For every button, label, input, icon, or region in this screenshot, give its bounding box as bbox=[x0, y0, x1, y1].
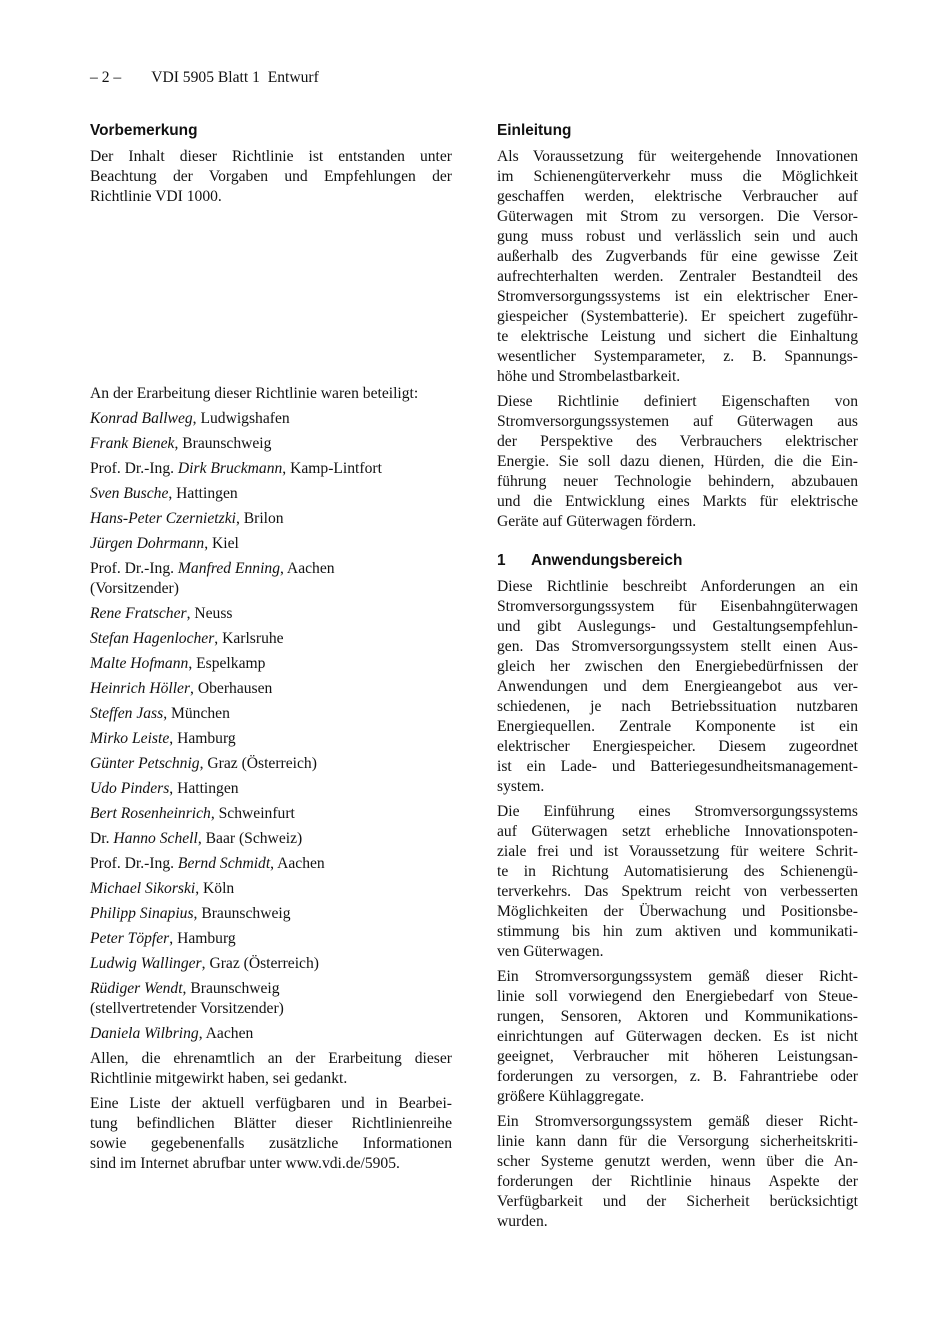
text-line: Anwendungen und dem Energieangebot aus ver- bbox=[497, 678, 858, 695]
text-line: aufrechterhalten werden. Zentraler Bestandteil des bbox=[497, 268, 858, 285]
contributor-location: , Ludwigshafen bbox=[192, 410, 290, 427]
text-line: größere Kühlaggregate. bbox=[497, 1088, 645, 1105]
contributor-entry bbox=[90, 559, 452, 599]
text-line: schiedenen, je nach Betriebssituation nutzbaren bbox=[497, 698, 858, 715]
contributor-title: Prof. Dr.-Ing. bbox=[90, 560, 178, 577]
text-line: gleich her zwischen den Energiebedürfnissen der bbox=[497, 658, 858, 675]
contributor-line bbox=[90, 854, 452, 874]
contributor-line bbox=[90, 459, 452, 479]
contributor-name: Hans-Peter Czernietzki bbox=[90, 510, 236, 527]
contributors-heading-text: An der Erarbeitung dieser Richtlinie waren beteiligt: bbox=[90, 385, 419, 402]
contributor-line bbox=[90, 754, 452, 774]
contributor-location: , Kamp-Lintfort bbox=[282, 460, 382, 477]
contributor-entry bbox=[90, 629, 452, 649]
contributor-line bbox=[90, 534, 452, 554]
text-line: linie soll vorwiegend den Energiebedarf von Steue- bbox=[497, 988, 858, 1005]
text-line: Diese Richtlinie definiert Eigenschaften von bbox=[497, 393, 858, 410]
spacer bbox=[90, 207, 452, 384]
text-line: ziale frei und ist Voraussetzung für weitere Schrit- bbox=[497, 843, 858, 860]
text-line: Energie. Sie soll dazu dienen, Hürden, die die Ein- bbox=[497, 453, 858, 470]
contributors-heading bbox=[90, 384, 452, 404]
contributor-location: , Karlsruhe bbox=[214, 630, 284, 647]
text-line: forderungen der Richtlinie hinaus Aspekte der bbox=[497, 1173, 858, 1190]
contributor-name: Michael Sikorski bbox=[90, 880, 196, 897]
text-line: Der Inhalt dieser Richtlinie ist entstanden unter bbox=[90, 148, 452, 165]
text-line: Energiequellen. Zentrale Komponente ist ein bbox=[497, 718, 858, 735]
contributor-location: , Hattingen bbox=[169, 780, 239, 797]
contributor-entry bbox=[90, 459, 452, 479]
contributor-location: , Hamburg bbox=[169, 730, 236, 747]
right-column bbox=[497, 121, 858, 1232]
contributor-location: , Schweinfurt bbox=[210, 805, 295, 822]
text-line: Verfügbarkeit und der Sicherheit berücksichtigt bbox=[497, 1193, 858, 1210]
text-line: stimmung bis hin zum aktiven und kommunikati- bbox=[497, 923, 858, 940]
text-line: sowie gegebenenfalls zusätzliche Informationen bbox=[90, 1135, 452, 1152]
contributor-name: Hanno Schell bbox=[113, 830, 198, 847]
text-line: rungen, Sensoren, Aktoren und Kommunikations- bbox=[497, 1008, 858, 1025]
contributor-role: (stellvertretender Vorsitzender) bbox=[90, 1000, 284, 1017]
contributor-location: , Hattingen bbox=[168, 485, 238, 502]
contributor-location: , Braunschweig bbox=[174, 435, 272, 452]
contributor-location: , Aachen bbox=[280, 560, 335, 577]
paragraph-anwendung-3 bbox=[497, 967, 858, 1107]
section-title: Anwendungsbereich bbox=[531, 552, 683, 569]
contributor-location: , Graz (Österreich) bbox=[199, 755, 317, 772]
contributor-name: Manfred Enning bbox=[177, 560, 280, 577]
text-line: Richtlinie VDI 1000. bbox=[90, 188, 222, 205]
text-line: im Schienengüterverkehr muss die Möglichkeit bbox=[497, 168, 858, 185]
contributor-location: , Köln bbox=[195, 880, 235, 897]
contributor-entry bbox=[90, 704, 452, 724]
contributor-name: Frank Bienek bbox=[90, 435, 175, 452]
contributor-line bbox=[90, 879, 452, 899]
text-line: geschaffen werden, elektrische Verbraucher auf bbox=[497, 188, 858, 205]
contributor-entry bbox=[90, 654, 452, 674]
contributor-entry bbox=[90, 779, 452, 799]
contributor-entry bbox=[90, 729, 452, 749]
contributor-line bbox=[90, 629, 452, 649]
text-line: Ein Stromversorgungssystem gemäß dieser Richt- bbox=[497, 968, 858, 985]
contributor-line bbox=[90, 409, 452, 429]
paragraph-anwendung-4 bbox=[497, 1112, 858, 1232]
contributor-line bbox=[90, 484, 452, 504]
heading-anwendungsbereich bbox=[497, 551, 858, 571]
contributor-line bbox=[90, 654, 452, 674]
text-line: Allen, die ehrenamtlich an der Erarbeitung dieser bbox=[90, 1050, 452, 1067]
contributor-entry bbox=[90, 484, 452, 504]
contributor-entry bbox=[90, 979, 452, 1019]
contributor-line bbox=[90, 804, 452, 824]
contributor-line bbox=[90, 954, 452, 974]
text-line: sind im Internet abrufbar unter www.vdi.de/5905. bbox=[90, 1155, 400, 1172]
text-line: Beachtung der Vorgaben und Empfehlungen der bbox=[90, 168, 452, 185]
page-number: – 2 – bbox=[90, 69, 122, 86]
contributor-line bbox=[90, 779, 452, 799]
text-line: einrichtungen auf Güterwagen decken. Es ist nicht bbox=[497, 1028, 858, 1045]
contributor-name: Dirk Bruckmann bbox=[177, 460, 283, 477]
contributor-entry bbox=[90, 754, 452, 774]
contributor-name: Steffen Jass bbox=[90, 705, 164, 722]
contributor-name: Jürgen Dohrmann bbox=[90, 535, 205, 552]
contributor-entry bbox=[90, 534, 452, 554]
text-line: Richtlinie mitgewirkt haben, sei gedankt. bbox=[90, 1070, 348, 1087]
text-line: tung befindlichen Blätter dieser Richtlinienreihe bbox=[90, 1115, 452, 1132]
text-line: gen. Das Stromversorgungssystem stellt einen Aus- bbox=[497, 638, 858, 655]
contributor-title: Prof. Dr.-Ing. bbox=[90, 460, 178, 477]
text-line: ven Güterwagen. bbox=[497, 943, 604, 960]
text-line: der Perspektive des Verbrauchers elektrischer bbox=[497, 433, 858, 450]
contributor-role: (Vorsitzender) bbox=[90, 580, 179, 597]
contributor-name: Mirko Leiste bbox=[90, 730, 170, 747]
page-header bbox=[90, 68, 319, 88]
text-line: Ein Stromversorgungssystem gemäß dieser Richt- bbox=[497, 1113, 858, 1130]
contributor-location: , Graz (Österreich) bbox=[201, 955, 319, 972]
text-line: ist ein Lade- und Batteriegesundheitsmanagement- bbox=[497, 758, 858, 775]
text-line: geeignet, Verbraucher mit höheren Leistungsan- bbox=[497, 1048, 858, 1065]
text-line: Stromversorgungssystem für Eisenbahngüterwagen bbox=[497, 598, 858, 615]
text-line: Die Einführung eines Stromversorgungssystems bbox=[497, 803, 858, 820]
contributor-location: , Hamburg bbox=[169, 930, 236, 947]
contributor-line bbox=[90, 434, 452, 454]
contributor-name: Ludwig Wallinger bbox=[90, 955, 202, 972]
text-line: giespeicher (Systembatterie). Er speichert zugeführ- bbox=[497, 308, 858, 325]
contributor-entry bbox=[90, 879, 452, 899]
text-line: terverkehrs. Das Spektrum reicht von verbesserten bbox=[497, 883, 858, 900]
contributor-line bbox=[90, 679, 452, 699]
contributor-name: Rene Fratscher bbox=[90, 605, 187, 622]
contributor-line bbox=[90, 704, 452, 724]
text-line: Stromversorgungssystemen auf Güterwagen aus bbox=[497, 413, 858, 430]
contributor-name: Stefan Hagenlocher bbox=[90, 630, 215, 647]
contributor-entry bbox=[90, 434, 452, 454]
contributor-line bbox=[90, 929, 452, 949]
paragraph-thanks bbox=[90, 1049, 452, 1089]
contributor-line bbox=[90, 509, 452, 529]
text-line: auf Güterwagen setzt erhebliche Innovationspoten- bbox=[497, 823, 858, 840]
contributor-line bbox=[90, 829, 452, 849]
paragraph-anwendung-1 bbox=[497, 577, 858, 797]
document-id: VDI 5905 Blatt 1 Entwurf bbox=[151, 69, 319, 86]
contributor-entry bbox=[90, 954, 452, 974]
contributor-location: , Oberhausen bbox=[190, 680, 273, 697]
contributor-entry bbox=[90, 854, 452, 874]
contributor-location: , München bbox=[163, 705, 230, 722]
text-line: te elektrische Leistung und sichert die Einhaltung bbox=[497, 328, 858, 345]
contributor-entry bbox=[90, 904, 452, 924]
contributor-entry bbox=[90, 804, 452, 824]
contributor-entry bbox=[90, 409, 452, 429]
contributor-name: Philipp Sinapius bbox=[90, 905, 194, 922]
paragraph-intro bbox=[90, 147, 452, 207]
text-line: außerhalb des Zugverbands für eine gewisse Zeit bbox=[497, 248, 858, 265]
contributor-location: , Brilon bbox=[235, 510, 284, 527]
text-line: und gibt Auslegungs- und Gestaltungsempfehlun- bbox=[497, 618, 858, 635]
text-line: gung muss robust und verlässlich sein und auch bbox=[497, 228, 858, 245]
paragraph-list-info bbox=[90, 1094, 452, 1174]
contributor-entry bbox=[90, 604, 452, 624]
contributor-location: , Espelkamp bbox=[188, 655, 266, 672]
paragraph-einleitung-2 bbox=[497, 392, 858, 532]
contributor-location: , Baar (Schweiz) bbox=[197, 830, 303, 847]
text-line: system. bbox=[497, 778, 545, 795]
contributor-name: Sven Busche bbox=[90, 485, 169, 502]
contributor-name: Rüdiger Wendt bbox=[90, 980, 183, 997]
contributor-location: , Braunschweig bbox=[182, 980, 280, 997]
contributor-line bbox=[90, 604, 452, 624]
text-line: höhe und Strombelastbarkeit. bbox=[497, 368, 681, 385]
text-line: scher Systeme genutzt werden, wenn über die An- bbox=[497, 1153, 858, 1170]
contributor-location: , Neuss bbox=[186, 605, 233, 622]
text-line: Güterwagen mit Strom zu versorgen. Die Versor- bbox=[497, 208, 858, 225]
left-column bbox=[90, 121, 452, 1174]
contributor-name: Konrad Ballweg bbox=[90, 410, 193, 427]
contributor-line bbox=[90, 904, 452, 924]
contributor-entry bbox=[90, 929, 452, 949]
text-line: Geräte auf Güterwagen fördern. bbox=[497, 513, 697, 530]
contributor-location: , Braunschweig bbox=[193, 905, 291, 922]
contributor-name: Bert Rosenheinrich bbox=[90, 805, 211, 822]
contributor-entry bbox=[90, 509, 452, 529]
contributor-location: , Aachen bbox=[270, 855, 325, 872]
contributor-entry bbox=[90, 829, 452, 849]
contributor-name: Heinrich Höller bbox=[90, 680, 191, 697]
text-line: forderungen zu versorgen, z. B. Fahrantriebe oder bbox=[497, 1068, 858, 1085]
text-line: Diese Richtlinie beschreibt Anforderungen an ein bbox=[497, 578, 858, 595]
text-line: Möglichkeiten der Überwachung und Positionsbe- bbox=[497, 903, 858, 920]
contributor-title: Prof. Dr.-Ing. bbox=[90, 855, 178, 872]
text-line: wesentlicher Systemparameter, z. B. Spannungs- bbox=[497, 348, 858, 365]
paragraph-anwendung-2 bbox=[497, 802, 858, 962]
text-line: Als Voraussetzung für weitergehende Innovationen bbox=[497, 148, 858, 165]
contributor-location: , Aachen bbox=[198, 1025, 254, 1042]
contributor-name: Günter Petschnig bbox=[90, 755, 200, 772]
contributor-line bbox=[90, 729, 452, 749]
contributor-location: , Kiel bbox=[204, 535, 239, 552]
contributor-line bbox=[90, 559, 452, 579]
contributor-name: Malte Hofmann bbox=[90, 655, 189, 672]
contributor-line bbox=[90, 979, 452, 999]
contributor-name: Daniela Wilbring bbox=[90, 1025, 199, 1042]
contributors-list bbox=[90, 409, 452, 1044]
heading-vorbemerkung: Vorbemerkung bbox=[90, 122, 198, 139]
text-line: führung neuer Technologie behindern, abzubauen bbox=[497, 473, 858, 490]
text-line: linie kann dann für die Versorgung sicherheitskriti- bbox=[497, 1133, 858, 1150]
text-line: Stromversorgungssystems ist ein elektrischer Ener- bbox=[497, 288, 858, 305]
contributor-line bbox=[90, 1024, 452, 1044]
contributor-entry bbox=[90, 1024, 452, 1044]
text-line: te in Richtung Automatisierung des Schienengü- bbox=[497, 863, 858, 880]
section-number: 1 bbox=[497, 552, 506, 569]
contributor-entry bbox=[90, 679, 452, 699]
text-line: elektrischer Energiespeicher. Diesem zugeordnet bbox=[497, 738, 858, 755]
text-line: wurden. bbox=[497, 1213, 548, 1230]
contributor-name: Peter Töpfer bbox=[90, 930, 170, 947]
text-line: und die Entwicklung eines Markts für elektrische bbox=[497, 493, 858, 510]
contributor-name: Bernd Schmidt bbox=[177, 855, 271, 872]
paragraph-einleitung-1 bbox=[497, 147, 858, 387]
contributor-name: Udo Pinders bbox=[90, 780, 170, 797]
text-line: Eine Liste der aktuell verfügbaren und in Bearbei- bbox=[90, 1095, 452, 1112]
heading-einleitung: Einleitung bbox=[497, 122, 572, 139]
contributor-title: Dr. bbox=[90, 830, 114, 847]
